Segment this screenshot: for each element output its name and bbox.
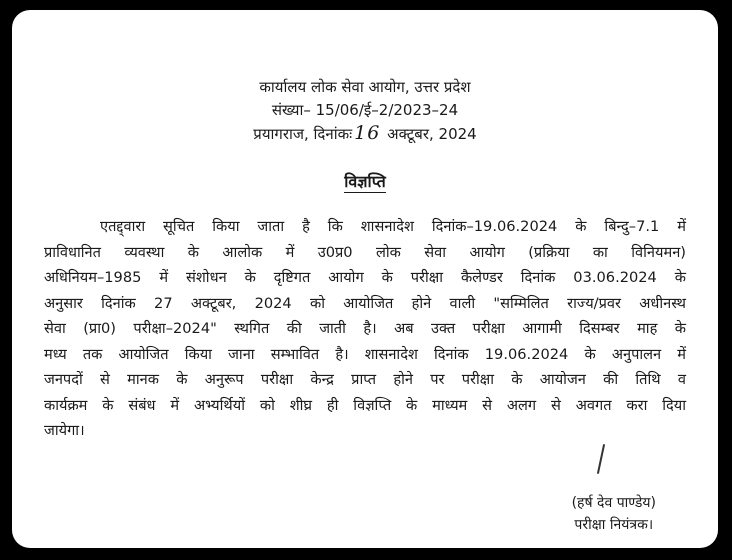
notice-document [12,10,718,548]
body-line: प्राविधानित व्यवस्था के आलोक में उ0प्र0 लोक सेवा आयोग (प्रक्रिया का विनियमन) [44,243,686,261]
body-line: एतद्द्वारा सूचित किया जाता है कि शासनादेश दिनांक–19.06.2024 के बिन्दु–7.1 में [100,218,686,235]
signature-stroke [597,444,605,474]
place-and-date [12,122,718,146]
signatory-name: (हर्ष देव पाण्डेय) [571,495,656,511]
signature-block [572,492,656,536]
body-line: अधिनियम–1985 में संशोधन के दृष्टिगत आयोग के परीक्षा कैलेण्डर दिनांक 03.06.2024 के [44,269,686,286]
body-line: जनपदों से मानक के अनुरूप परीक्षा केन्द्र प्राप्त होने पर परीक्षा के आयोजन की तिथि व [44,371,686,388]
notice-heading [12,170,718,192]
body-line: सेवा (प्रा0) परीक्षा–2024" स्थगित की जाती है। अब उक्त परीक्षा आगामी दिसम्बर माह के [44,320,686,337]
body-line: अनुसार दिनांक 27 अक्टूबर, 2024 को आयोजित होने वाली "सम्मिलित राज्य/प्रवर अधीनस्थ [44,294,686,312]
place-date-prefix: प्रयागराज, दिनांकः [253,125,353,143]
reference-number: संख्या– 15/06/ई–2/2023–24 [271,101,459,119]
signatory-designation: परीक्षा नियंत्रक। [574,517,654,533]
notice-body [44,214,686,444]
office-name: कार्यालय लोक सेवा आयोग, उत्तर प्रदेश [259,78,471,96]
handwritten-date-day: 16 [354,122,381,144]
body-line: कार्यक्रम के संबंध में अभ्यर्थियों को शीघ्र ही विज्ञप्ति के माध्यम से अलग से अवगत करा दिया [44,396,686,414]
place-date-suffix: अक्टूबर, 2024 [382,125,477,143]
notice-heading-text: विज्ञप्ति [344,172,386,191]
body-line: मध्य तक आयोजित किया जाना सम्भावित है। शासनादेश दिनांक 19.06.2024 के अनुपालन में [44,345,686,363]
letterhead [12,76,718,146]
body-line: जायेगा। [44,422,85,439]
